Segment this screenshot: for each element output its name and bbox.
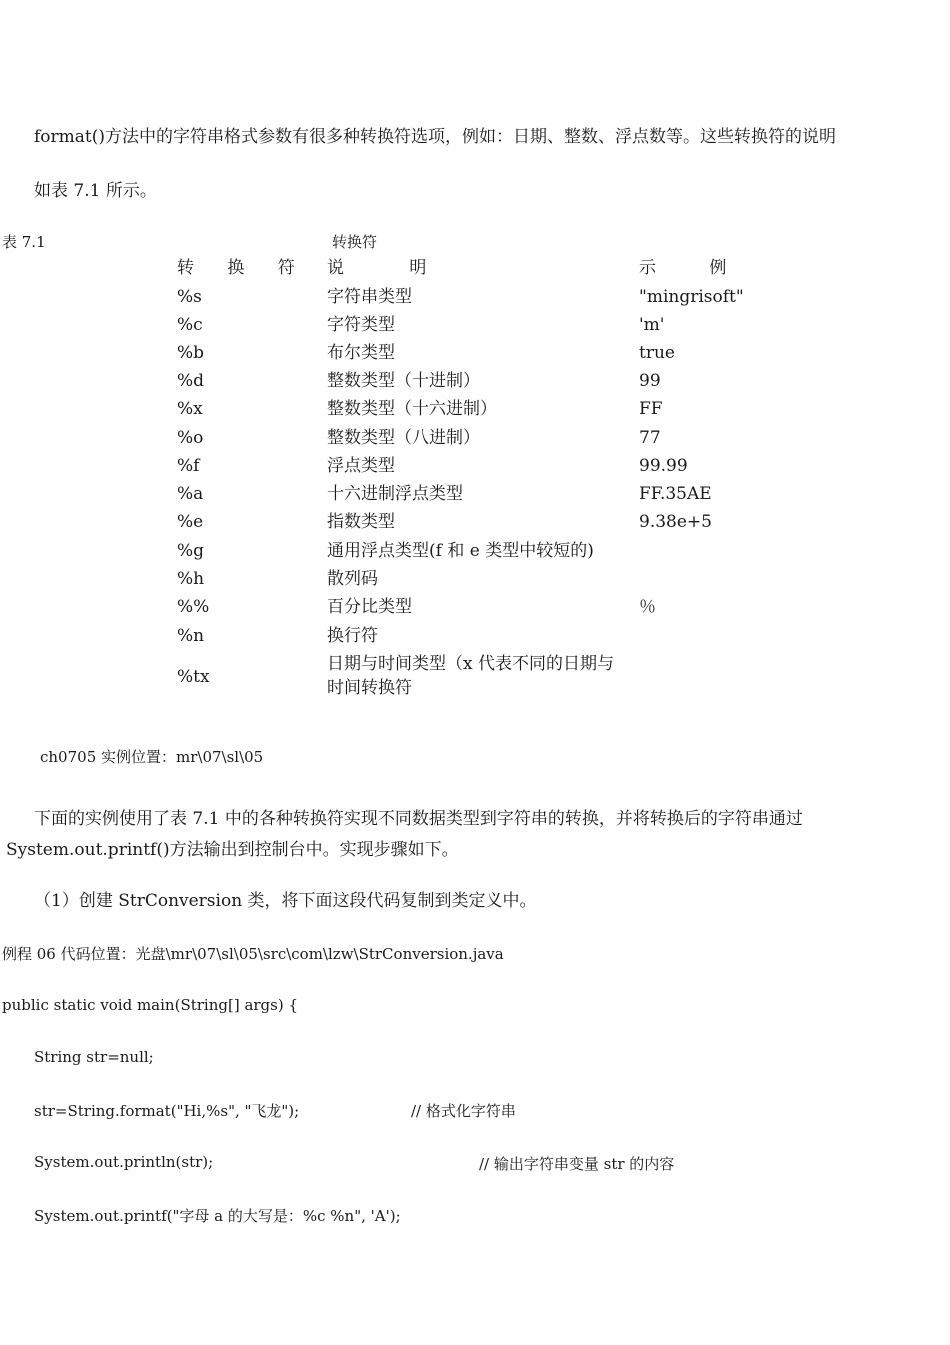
table-cell-example: 77 (639, 428, 661, 448)
para2-line-1: 下面的实例使用了表 7.1 中的各种转换符实现不同数据类型到字符串的转换，并将转换后的字符串通过 (34, 809, 803, 829)
para2-line-2: System.out.printf()方法输出到控制台中。实现步骤如下。 (6, 840, 459, 860)
table-cell-description: 整数类型（十六进制） (327, 399, 497, 419)
table-cell-description: 指数类型 (327, 512, 395, 532)
table-cell-example: 9.38e+5 (639, 512, 712, 532)
code-caption: 例程 06 代码位置：光盘\mr\07\sl\05\src\com\lzw\StrConversion.java (2, 945, 504, 963)
table-cell-symbol: %c (177, 315, 203, 335)
code-line: str=String.format("Hi,%s", "飞龙"); (34, 1102, 300, 1120)
table-cell-symbol: %% (177, 597, 210, 617)
table-cell-example: "mingrisoft" (639, 287, 744, 307)
code-line: String str=null; (34, 1048, 154, 1066)
table-cell-symbol: %h (177, 569, 205, 589)
table-cell-example: 99 (639, 371, 661, 391)
header-description: 说 明 (327, 258, 457, 278)
example-location: ch0705 实例位置：mr\07\sl\05 (40, 748, 264, 766)
table-cell-symbol: %f (177, 456, 200, 476)
code-comment: // 格式化字符串 (411, 1102, 516, 1120)
intro-line-2: 如表 7.1 所示。 (34, 181, 157, 201)
table-cell-symbol: %tx (177, 667, 210, 687)
table-cell-symbol: %s (177, 287, 202, 307)
table-cell-symbol: %d (177, 371, 205, 391)
table-cell-example: true (639, 343, 675, 363)
table-cell-symbol: %e (177, 512, 204, 532)
table-cell-symbol: %a (177, 484, 204, 504)
table-cell-example: 99.99 (639, 456, 688, 476)
intro-line-1: format()方法中的字符串格式参数有很多种转换符选项，例如：日期、整数、浮点数等。这些转换符的说明 (34, 127, 837, 147)
table-caption-number: 表 7.1 (2, 233, 46, 251)
table-cell-description: 布尔类型 (327, 343, 395, 363)
table-cell-description: 整数类型（十进制） (327, 371, 480, 391)
table-cell-description: 换行符 (327, 626, 378, 646)
table-cell-description: 通用浮点类型(f 和 e 类型中较短的) (327, 541, 594, 561)
table-cell-example: ％ (639, 597, 656, 617)
table-cell-symbol: %x (177, 399, 203, 419)
table-cell-description: 散列码 (327, 569, 378, 589)
code-line: System.out.printf("字母 a 的大写是：%c %n", 'A'); (34, 1207, 401, 1225)
table-cell-symbol: %n (177, 626, 205, 646)
header-symbol: 转 换 符 (177, 258, 309, 278)
table-cell-example: FF (639, 399, 663, 419)
table-cell-symbol: %o (177, 428, 204, 448)
table-cell-description: 浮点类型 (327, 456, 395, 476)
table-cell-symbol: %b (177, 343, 205, 363)
table-cell-description: 字符类型 (327, 315, 395, 335)
code-comment: // 输出字符串变量 str 的内容 (479, 1155, 675, 1173)
table-cell-example: 'm' (639, 315, 665, 335)
table-cell-description: 字符串类型 (327, 287, 412, 307)
header-example: 示 例 (639, 258, 751, 278)
table-cell-description: 日期与时间类型（x 代表不同的日期与时间转换符 (327, 654, 614, 698)
code-line: System.out.println(str); (34, 1153, 214, 1171)
table-cell-symbol: %g (177, 541, 205, 561)
step-1: （1）创建 StrConversion 类，将下面这段代码复制到类定义中。 (34, 891, 537, 911)
code-line: public static void main(String[] args) { (2, 996, 299, 1014)
table-cell-description: 整数类型（八进制） (327, 428, 480, 448)
table-cell-example: FF.35AE (639, 484, 712, 504)
table-cell-description: 十六进制浮点类型 (327, 484, 463, 504)
table-cell-description: 百分比类型 (327, 597, 412, 617)
table-caption-title: 转换符 (332, 233, 378, 251)
